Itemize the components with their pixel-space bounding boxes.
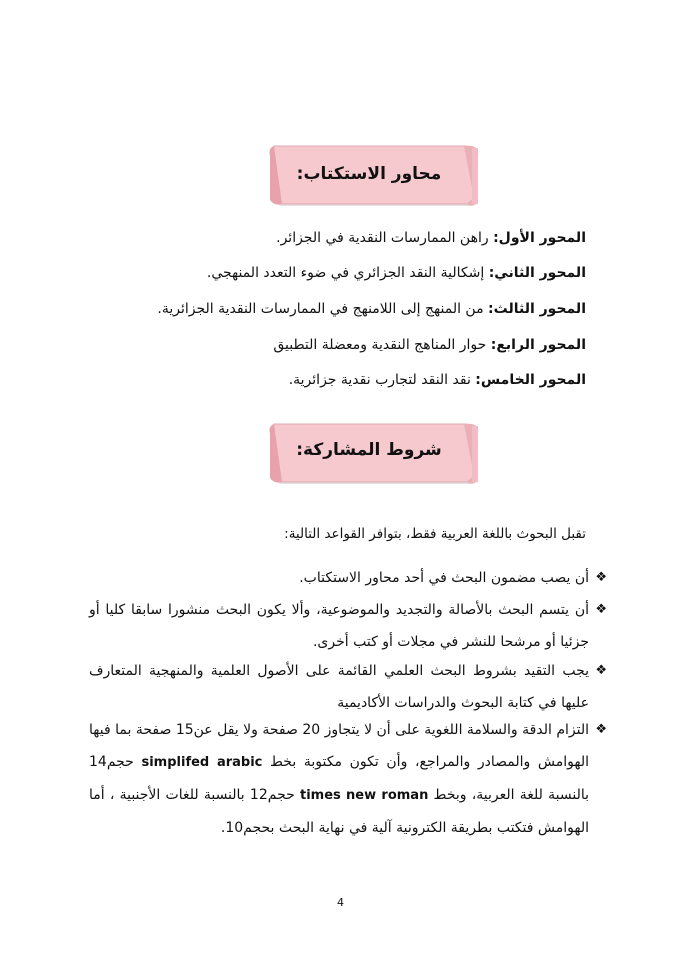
diamond-bullet-icon: ❖ bbox=[595, 602, 607, 617]
conditions-heading-title: شروط المشاركة: bbox=[296, 440, 442, 460]
condition-text: أن يتسم البحث بالأصالة والتجديد والموضوعية، وألا يكون البحث منشورا سابقا كليا أو جزئيا أو مرشحا للنشر في مجلات أو كتب أخرى. bbox=[89, 602, 589, 650]
condition-text-part: حجم14 بالنسبة للغة العربية، وبخط bbox=[89, 754, 589, 803]
axis-text: إشكالية النقد الجزائري في ضوء التعدد المنهجي. bbox=[206, 265, 489, 281]
axis-label: المحور الثالث: bbox=[488, 301, 586, 317]
page-number: 4 bbox=[337, 896, 344, 909]
axis-label: المحور الخامس: bbox=[475, 372, 586, 388]
axis-label: المحور الثاني: bbox=[488, 265, 586, 281]
axis-item-2 bbox=[66, 263, 586, 283]
axis-item-1 bbox=[66, 228, 586, 248]
condition-text-part: التزام الدقة والسلامة اللغوية على أن لا يتجاوز 20 صفحة ولا يقل عن15 صفحة بما فيها الهوامش والمصادر والمراجع، وأن تكون مكتوبة بخط bbox=[89, 722, 589, 770]
axes-heading-title: محاور الاستكتاب: bbox=[296, 164, 442, 184]
font-name: simplifed arabic bbox=[141, 755, 263, 770]
condition-item-4 bbox=[89, 714, 607, 844]
axis-label: المحور الرابع: bbox=[490, 337, 586, 353]
conditions-intro: تقبل البحوث باللغة العربية فقط، بتوافر القواعد التالية: bbox=[284, 526, 586, 542]
axis-item-3 bbox=[66, 299, 586, 319]
condition-item-3 bbox=[89, 655, 607, 719]
axes-heading-banner bbox=[268, 140, 484, 212]
font-name: times new roman bbox=[299, 788, 429, 803]
axis-text: نقد النقد لتجارب نقدية جزائرية. bbox=[288, 372, 476, 388]
axis-text: حوار المناهج النقدية ومعضلة التطبيق bbox=[273, 337, 491, 353]
axis-label: المحور الأول: bbox=[493, 230, 586, 246]
condition-text: يجب التقيد بشروط البحث العلمي القائمة على الأصول العلمية والمنهجية المتعارف عليها في كتابة البحوث والدراسات الأكاديمية bbox=[89, 663, 589, 711]
conditions-heading-banner bbox=[268, 418, 484, 490]
axis-item-4 bbox=[66, 335, 586, 355]
diamond-bullet-icon: ❖ bbox=[595, 663, 607, 678]
axis-text: من المنهج إلى اللامنهج في الممارسات النقدية الجزائرية. bbox=[157, 301, 489, 317]
condition-item-1 bbox=[89, 562, 607, 594]
diamond-bullet-icon: ❖ bbox=[595, 722, 607, 737]
axis-text: راهن الممارسات النقدية في الجزائر. bbox=[276, 230, 494, 246]
condition-text-part: حجم12 بالنسبة للغات الأجنبية ، أما الهوامش فتكتب بطريقة الكترونية آلية في نهاية البحث بحجم10. bbox=[89, 787, 589, 836]
condition-item-2 bbox=[89, 594, 607, 658]
condition-text: أن يصب مضمون البحث في أحد محاور الاستكتاب. bbox=[299, 570, 589, 586]
axis-item-5 bbox=[66, 370, 586, 390]
diamond-bullet-icon: ❖ bbox=[595, 570, 607, 585]
